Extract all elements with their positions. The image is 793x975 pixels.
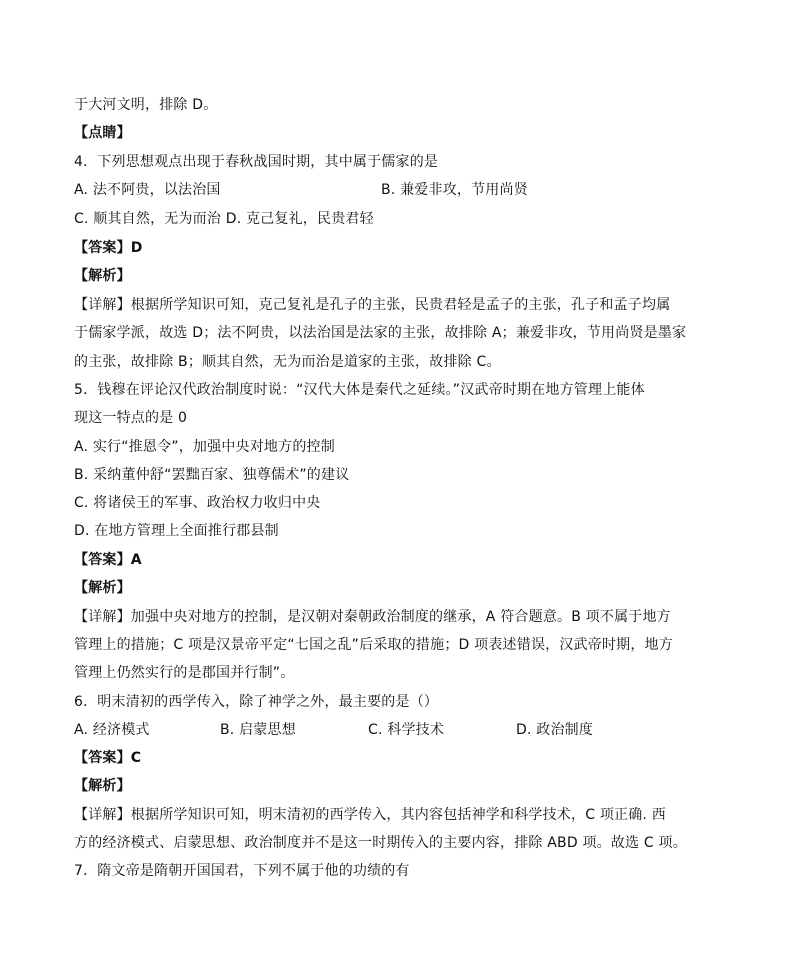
option-b: B. 兼爱非攻，节用尚贤 [381, 182, 528, 198]
section-label-dianjing: 【点睛】 [74, 125, 131, 141]
question-5-option-d: D. 在地方管理上全面推行郡县制 [74, 523, 279, 539]
question-5-stem-1: 5．钱穆在评论汉代政治制度时说：“汉代大体是秦代之延续。”汉武帝时期在地方管理上能体 [74, 382, 645, 398]
analysis-label-4: 【解析】 [74, 268, 131, 284]
question-5-option-a: A. 实行“推恩令”，加强中央对地方的控制 [74, 439, 335, 455]
question-6-stem: 6．明末清初的西学传入，除了神学之外，最主要的是（） [74, 694, 439, 710]
option-b: B. 启蒙思想 [220, 722, 296, 738]
question-5-option-b: B. 采纳董仲舒“罢黜百家、独尊儒术”的建议 [74, 467, 350, 483]
option-c: C. 科学技术 [368, 722, 445, 738]
detail-5-line-3: 管理上仍然实行的是郡国并行制”。 [74, 665, 295, 681]
question-5-stem-2: 现这一特点的是 0 [74, 410, 188, 426]
answer-5: 【答案】A [74, 552, 142, 568]
option-a: A. 经济模式 [74, 722, 150, 738]
detail-6-line-2: 方的经济模式、启蒙思想、政治制度并不是这一时期传入的主要内容，排除 ABD 项。故选 C 项。 [74, 835, 687, 851]
detail-6-line-1: 【详解】根据所学知识可知，明末清初的西学传入，其内容包括神学和科学技术，C 项正确. 西 [74, 807, 666, 823]
answer-6: 【答案】C [74, 750, 142, 766]
detail-5-line-1: 【详解】加强中央对地方的控制，是汉朝对秦朝政治制度的继承，A 符合题意。B 项不属于地方 [74, 609, 671, 625]
question-5-option-c: C. 将诸侯王的军事、政治权力收归中央 [74, 495, 321, 511]
detail-4-line-2: 于儒家学派，故选 D；法不阿贵，以法治国是法家的主张，故排除 A；兼爱非攻，节用尚贤是墨家 [74, 325, 687, 341]
analysis-label-5: 【解析】 [74, 580, 131, 596]
detail-4-line-1: 【详解】根据所学知识可知，克己复礼是孔子的主张，民贵君轻是孟子的主张，孔子和孟子均属 [74, 297, 671, 313]
text-line: 于大河文明，排除 D。 [74, 97, 218, 113]
detail-5-line-2: 管理上的措施；C 项是汉景帝平定“七国之乱”后采取的措施；D 项表述错误，汉武帝时期，地方 [74, 637, 673, 653]
answer-4: 【答案】D [74, 240, 143, 256]
detail-4-line-3: 的主张，故排除 B；顺其自然，无为而治是道家的主张，故排除 C。 [74, 354, 501, 370]
question-4-stem: 4．下列思想观点出现于春秋战国时期，其中属于儒家的是 [74, 154, 439, 170]
question-4-options-cd: C. 顺其自然，无为而治 D. 克己复礼，民贵君轻 [74, 211, 374, 227]
option-d: D. 政治制度 [516, 722, 594, 738]
analysis-label-6: 【解析】 [74, 778, 131, 794]
option-a: A. 法不阿贵，以法治国 [74, 182, 221, 198]
question-7-stem: 7．隋文帝是隋朝开国国君，下列不属于他的功绩的有 [74, 863, 410, 879]
